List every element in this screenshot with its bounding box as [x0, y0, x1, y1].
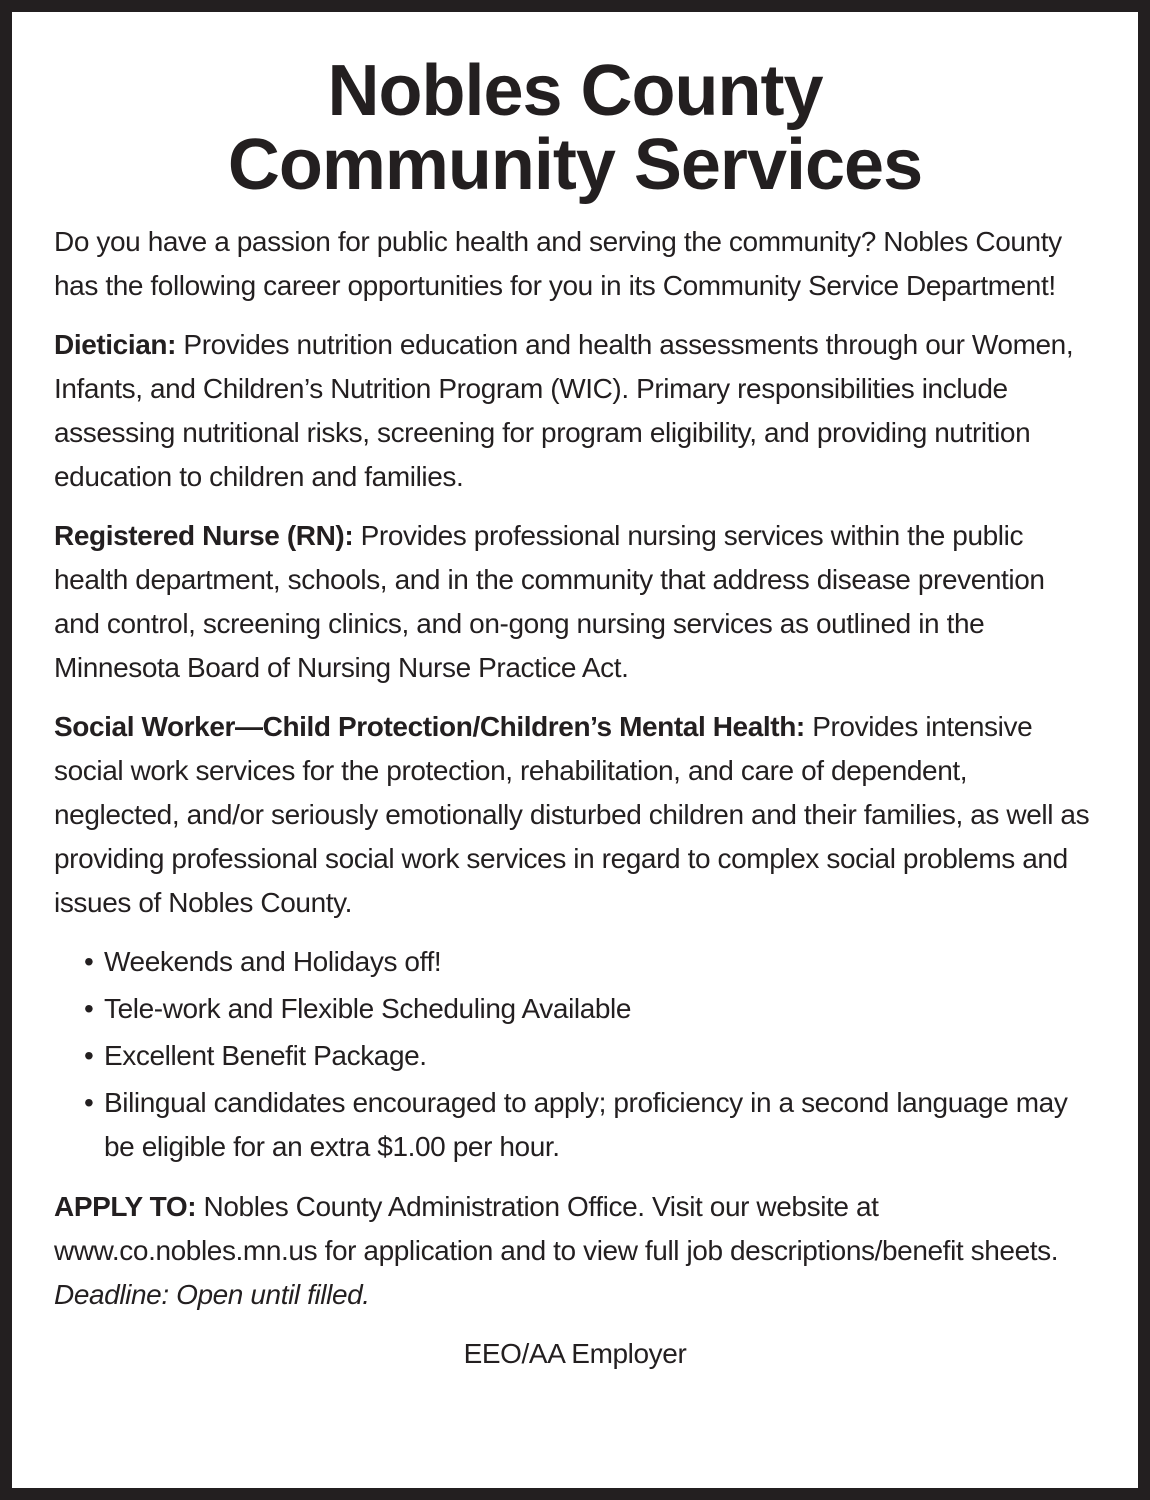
- page-title: [54, 51, 1096, 206]
- benefit-item-telework: • Tele-work and Flexible Scheduling Available: [84, 987, 1096, 1031]
- job-paragraph-dietician: [54, 323, 1096, 499]
- page-title-line1: Nobles County: [327, 51, 823, 131]
- apply-text: Nobles County Administration Office. Visit our website at www.co.nobles.mn.us for application and to view full job descriptions/benefit sheets.: [54, 1191, 1059, 1267]
- eeo-footer: EEO/AA Employer: [463, 1338, 687, 1370]
- ad-content: [12, 12, 1138, 1376]
- benefit-item-package: • Excellent Benefit Package.: [84, 1034, 1096, 1078]
- benefit-item-bilingual: • Bilingual candidates encouraged to apply; proficiency in a second language may be eligible for an extra $1.00 per hour.: [84, 1081, 1096, 1169]
- job-paragraph-social-worker: [54, 705, 1096, 925]
- intro-paragraph: Do you have a passion for public health and serving the community? Nobles County has the following career opportunities for you in its Community Service Department!: [54, 226, 1062, 302]
- job-text-dietician: Provides nutrition education and health assessments through our Women, Infants, and Children’s Nutrition Program (WIC). Primary responsibilities include assessing nutritional risks, screening for program eligibility, and providing nutrition education to children and families.: [54, 329, 1074, 493]
- apply-label: APPLY TO:: [54, 1191, 197, 1223]
- benefits-list: [54, 940, 1096, 1169]
- job-label-social-worker: Social Worker—Child Protection/Children’s Mental Health:: [54, 711, 805, 743]
- job-text-registered-nurse: Provides professional nursing services within the public health department, schools, and in the community that address disease prevention and control, screening clinics, and on-gong nursing services as outlined in the Minnesota Board of Nursing Nurse Practice Act.: [54, 520, 1045, 684]
- apply-deadline: Deadline: Open until filled.: [54, 1279, 370, 1311]
- page-title-line2: Community Services: [227, 125, 923, 206]
- job-label-dietician: Dietician:: [54, 329, 177, 361]
- job-text-social-worker: Provides intensive social work services for the protection, rehabilitation, and care of dependent, neglected, and/or seriously emotionally disturbed children and their families, as well as providing professional social work services in regard to complex social problems and issues of Nobles County.: [54, 711, 1090, 919]
- apply-paragraph: [54, 1185, 1096, 1317]
- job-label-registered-nurse: Registered Nurse (RN):: [54, 520, 354, 552]
- job-paragraph-registered-nurse: [54, 514, 1096, 690]
- benefit-item-weekends: • Weekends and Holidays off!: [84, 940, 1096, 984]
